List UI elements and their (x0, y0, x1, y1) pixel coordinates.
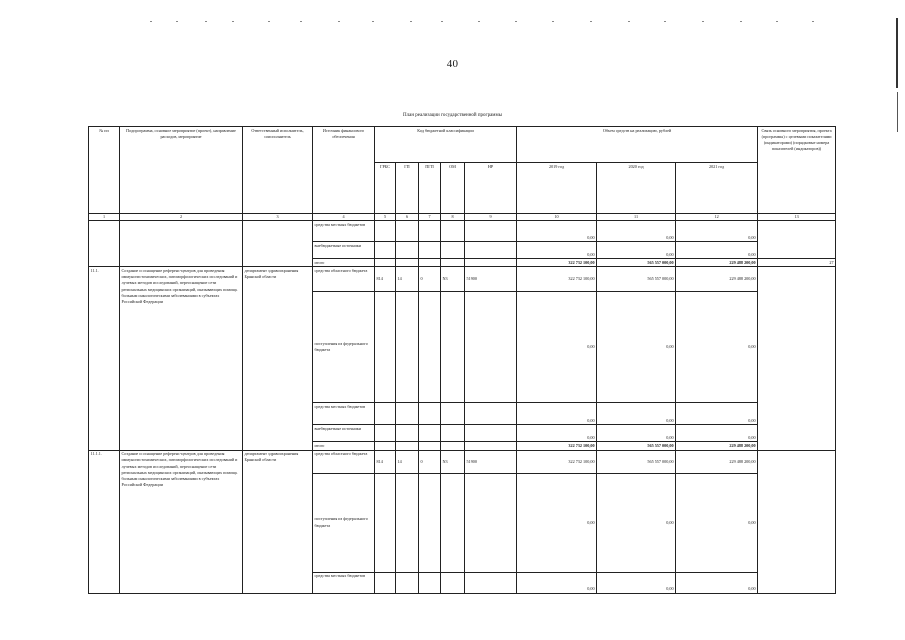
num-cell: 11.1.1. (89, 450, 120, 593)
name-cell (120, 221, 243, 267)
link-value: 27 (758, 259, 836, 267)
om-cell: N3 (441, 450, 465, 473)
header-volume: Объем средств на реализацию, рублей (517, 127, 758, 163)
col-number: 12 (676, 214, 758, 221)
source-cell: итого (313, 259, 375, 267)
header-2019: 2019 год (517, 163, 597, 214)
source-cell: итого (313, 442, 375, 450)
col-number: 4 (313, 214, 375, 221)
value-2020: 565 557 000,00 (597, 442, 676, 450)
value-2019: 322 732 100,00 (517, 442, 597, 450)
value-2021: 0,00 (676, 425, 758, 442)
value-2019: 0,00 (517, 473, 597, 572)
value-2020: 0,00 (597, 403, 676, 425)
value-2021: 0,00 (676, 221, 758, 242)
scan-edge-line (897, 92, 898, 132)
header-budget-code: Код бюджетной классификации (375, 127, 517, 163)
num-cell: 11.1. (89, 267, 120, 450)
program-plan-table (88, 126, 836, 594)
source-cell: средства областного бюджета (313, 267, 375, 292)
om-cell: N3 (441, 267, 465, 292)
header-grbs: ГРБС (375, 163, 396, 214)
source-cell: средства областного бюджета (313, 450, 375, 473)
name-cell: Создание и оснащение референс-центров для проведения иммуногистохимических, патоморфологических исследований и лучевых методов исследований, переоснащение сети региональных медицинских организаций, оказывающих помощь больным онкологическими заболеваниями в субъектах Российской Федерации (120, 267, 243, 450)
source-cell: средства местных бюджетов (313, 572, 375, 593)
source-cell: поступления из федерального бюджета (313, 292, 375, 403)
value-2020: 565 557 000,00 (597, 267, 676, 292)
value-2019: 0,00 (517, 572, 597, 593)
table-row (89, 267, 836, 292)
value-2020: 565 557 000,00 (597, 450, 676, 473)
value-2021: 229 488 200,00 (676, 267, 758, 292)
value-2021: 0,00 (676, 473, 758, 572)
link-cell (758, 267, 836, 450)
col-number: 13 (758, 214, 836, 221)
col-number: 11 (597, 214, 676, 221)
value-2019: 322 732 100,00 (517, 450, 597, 473)
value-2019: 322 732 100,00 (517, 267, 597, 292)
value-2019: 0,00 (517, 242, 597, 259)
col-number: 6 (396, 214, 419, 221)
scan-edge-line (896, 18, 898, 88)
link-cell (758, 221, 836, 259)
table-row (89, 221, 836, 242)
source-cell: внебюджетные источники (313, 425, 375, 442)
table-row (89, 450, 836, 473)
value-2020: 0,00 (597, 572, 676, 593)
gp-cell: 14 (396, 450, 419, 473)
header-executor: Ответственный исполнитель, соисполнитель (243, 127, 313, 214)
source-cell: поступления из федерального бюджета (313, 473, 375, 572)
value-2020: 565 557 000,00 (597, 259, 676, 267)
value-2019: 0,00 (517, 292, 597, 403)
executor-cell (243, 221, 313, 267)
col-number: 8 (441, 214, 465, 221)
col-number: 3 (243, 214, 313, 221)
col-number: 7 (419, 214, 441, 221)
column-number-row (89, 214, 836, 221)
header-name: Подпрограмма, основное мероприятие (проект), направление расходов, мероприятие (120, 127, 243, 214)
header-2020: 2020 год (597, 163, 676, 214)
grbs-cell: 814 (375, 267, 396, 292)
value-2021: 229 488 200,00 (676, 450, 758, 473)
header-row (89, 127, 836, 163)
name-cell: Создание и оснащение референс-центров для проведения иммуногистохимических, патоморфологических исследований и лучевых методов исследований, переоснащение сети региональных медицинских организаций, оказывающих помощь больным онкологическими заболеваниями в субъектах Российской Федерации (120, 450, 243, 593)
scan-artifact-strip (0, 0, 905, 30)
header-source: Источник финансового обеспечения (313, 127, 375, 214)
grbs-cell: 814 (375, 450, 396, 473)
value-2021: 0,00 (676, 572, 758, 593)
value-2019: 322 732 100,00 (517, 259, 597, 267)
value-2021: 0,00 (676, 292, 758, 403)
link-cell (758, 450, 836, 593)
value-2021: 0,00 (676, 403, 758, 425)
header-pgp: ПГП (419, 163, 441, 214)
gp-cell: 14 (396, 267, 419, 292)
header-om: ОМ (441, 163, 465, 214)
col-number: 10 (517, 214, 597, 221)
np-cell: 51900 (465, 267, 517, 292)
value-2021: 229 488 200,00 (676, 442, 758, 450)
value-2019: 0,00 (517, 425, 597, 442)
header-link: Связь основного мероприятия, проекта (программы) с целевыми показателями (индикаторами) (порядковые номера показателей (индикаторов)) (758, 127, 836, 214)
value-2019: 0,00 (517, 221, 597, 242)
value-2021: 0,00 (676, 242, 758, 259)
source-cell: средства местных бюджетов (313, 403, 375, 425)
source-cell: средства местных бюджетов (313, 221, 375, 242)
value-2020: 0,00 (597, 292, 676, 403)
page-number: 40 (446, 58, 459, 70)
col-number: 9 (465, 214, 517, 221)
header-np: НР (465, 163, 517, 214)
value-2020: 0,00 (597, 473, 676, 572)
value-2021: 229 488 200,00 (676, 259, 758, 267)
header-gp: ГП (396, 163, 419, 214)
value-2020: 0,00 (597, 242, 676, 259)
header-num: № пп (89, 127, 120, 214)
value-2020: 0,00 (597, 221, 676, 242)
np-cell: 51900 (465, 450, 517, 473)
executor-cell: департамент здравоохранения Брянской области (243, 267, 313, 450)
executor-cell: департамент здравоохранения Брянской области (243, 450, 313, 593)
value-2019: 0,00 (517, 403, 597, 425)
source-cell: внебюджетные источники (313, 242, 375, 259)
header-2021: 2021 год (676, 163, 758, 214)
col-number: 1 (89, 214, 120, 221)
value-2020: 0,00 (597, 425, 676, 442)
table-title: План реализации государственной программы (403, 113, 502, 118)
num-cell (89, 221, 120, 267)
pgp-cell: 0 (419, 450, 441, 473)
pgp-cell: 0 (419, 267, 441, 292)
col-number: 2 (120, 214, 243, 221)
col-number: 5 (375, 214, 396, 221)
